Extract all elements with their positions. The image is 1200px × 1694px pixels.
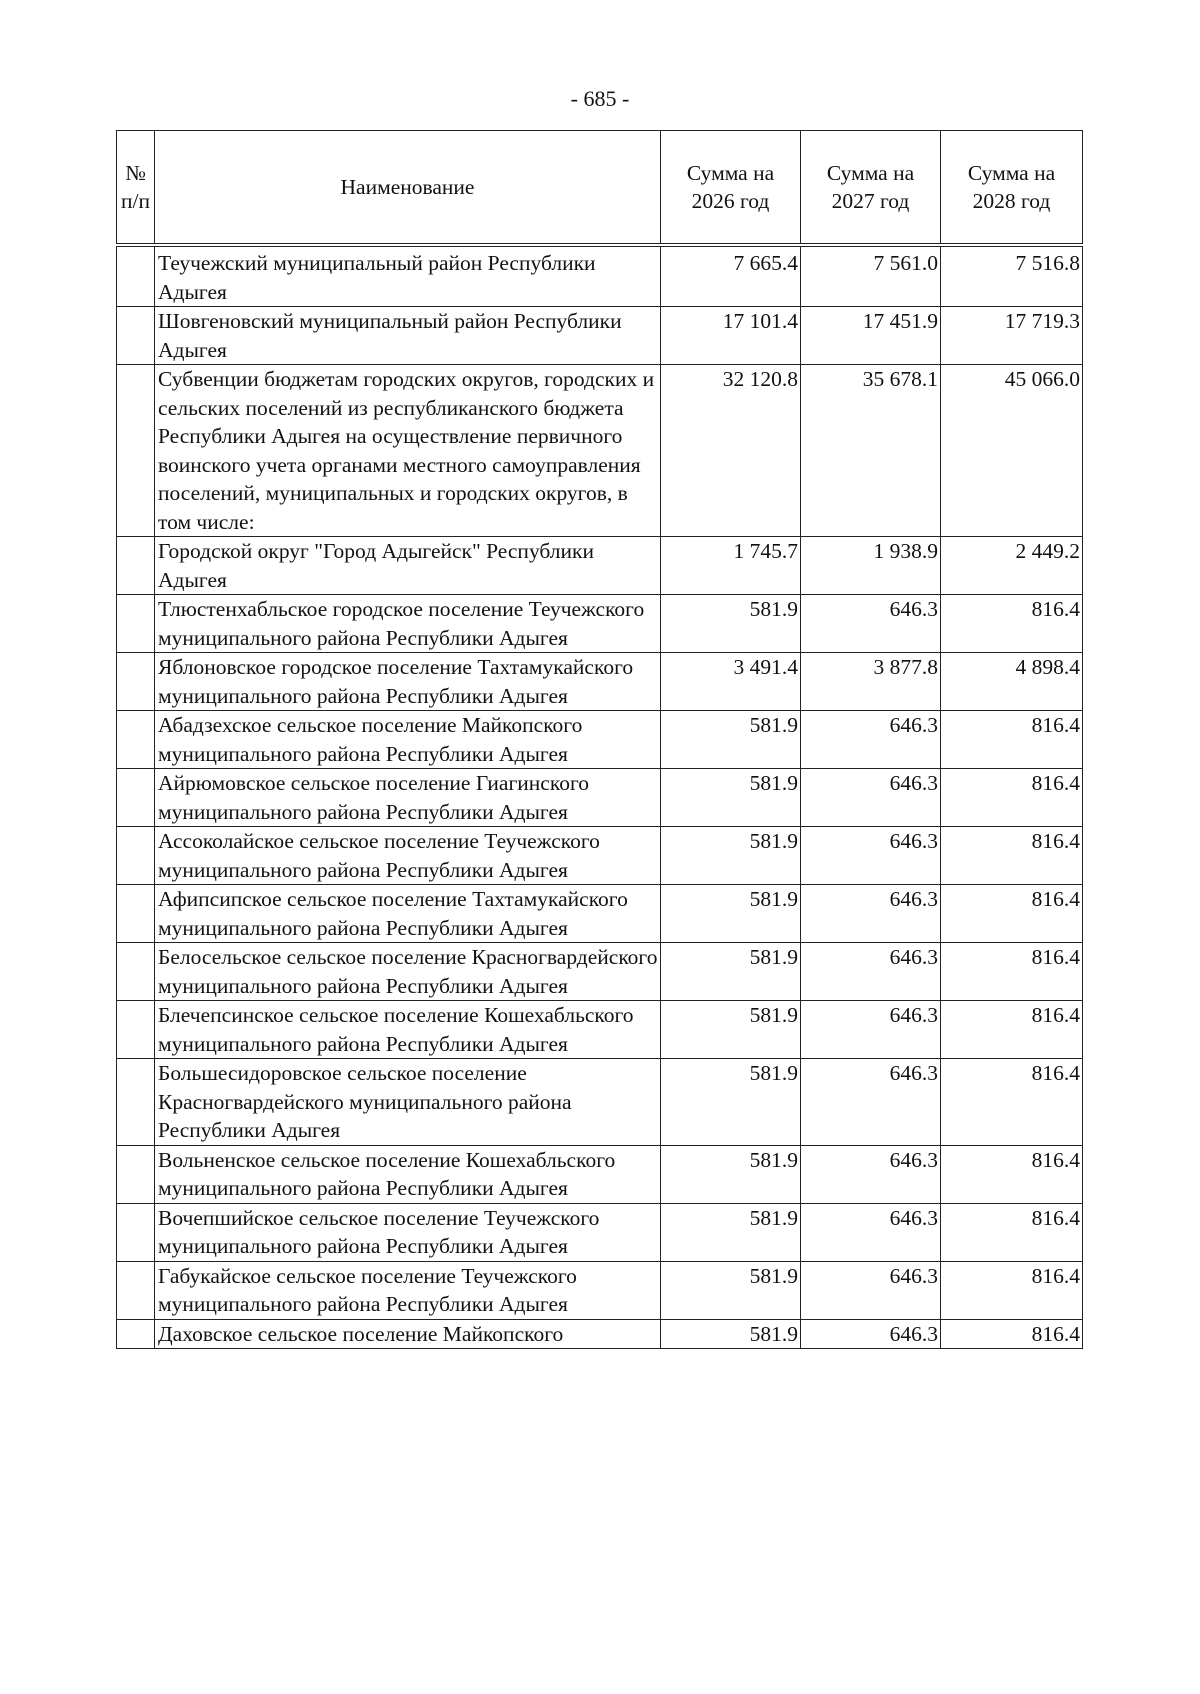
row-sum-2027: 35 678.1 bbox=[801, 365, 941, 537]
row-sum-2026: 581.9 bbox=[661, 1261, 801, 1319]
row-name: Абадзехское сельское поселение Майкопского муниципального района Республики Адыгея bbox=[155, 711, 661, 769]
row-sum-2028: 17 719.3 bbox=[941, 307, 1083, 365]
table-row bbox=[117, 1203, 1083, 1261]
table-row bbox=[117, 943, 1083, 1001]
row-number bbox=[117, 365, 155, 537]
table-row bbox=[117, 1261, 1083, 1319]
row-sum-2027: 646.3 bbox=[801, 769, 941, 827]
row-sum-2028: 816.4 bbox=[941, 769, 1083, 827]
row-sum-2027: 3 877.8 bbox=[801, 653, 941, 711]
row-sum-2027: 646.3 bbox=[801, 1319, 941, 1349]
row-name: Вольненское сельское поселение Кошехабльского муниципального района Республики Адыгея bbox=[155, 1145, 661, 1203]
row-name: Городской округ "Город Адыгейск" Республики Адыгея bbox=[155, 537, 661, 595]
row-sum-2026: 581.9 bbox=[661, 1059, 801, 1146]
header-sum-2027: Сумма на 2027 год bbox=[801, 131, 941, 246]
row-sum-2028: 7 516.8 bbox=[941, 245, 1083, 307]
row-sum-2028: 816.4 bbox=[941, 1203, 1083, 1261]
row-sum-2028: 816.4 bbox=[941, 595, 1083, 653]
row-number bbox=[117, 711, 155, 769]
row-name: Блечепсинское сельское поселение Кошехабльского муниципального района Республики Адыгея bbox=[155, 1001, 661, 1059]
table-header-row bbox=[117, 131, 1083, 246]
row-name: Яблоновское городское поселение Тахтамукайского муниципального района Республики Адыгея bbox=[155, 653, 661, 711]
header-sum-2028: Сумма на 2028 год bbox=[941, 131, 1083, 246]
row-sum-2028: 816.4 bbox=[941, 1059, 1083, 1146]
row-name: Тлюстенхабльское городское поселение Теучежского муниципального района Республики Адыгея bbox=[155, 595, 661, 653]
row-name: Даховское сельское поселение Майкопского bbox=[155, 1319, 661, 1349]
row-sum-2027: 646.3 bbox=[801, 827, 941, 885]
row-name: Афипсипское сельское поселение Тахтамукайского муниципального района Республики Адыгея bbox=[155, 885, 661, 943]
row-number bbox=[117, 1145, 155, 1203]
row-sum-2026: 7 665.4 bbox=[661, 245, 801, 307]
table-row bbox=[117, 1319, 1083, 1349]
row-sum-2026: 32 120.8 bbox=[661, 365, 801, 537]
row-sum-2028: 2 449.2 bbox=[941, 537, 1083, 595]
row-sum-2028: 816.4 bbox=[941, 711, 1083, 769]
row-name: Теучежский муниципальный район Республики Адыгея bbox=[155, 245, 661, 307]
row-sum-2026: 17 101.4 bbox=[661, 307, 801, 365]
row-name: Белосельское сельское поселение Красногвардейского муниципального района Республики Адыгея bbox=[155, 943, 661, 1001]
row-sum-2027: 646.3 bbox=[801, 711, 941, 769]
row-sum-2028: 816.4 bbox=[941, 827, 1083, 885]
table-row bbox=[117, 827, 1083, 885]
row-name: Айрюмовское сельское поселение Гиагинского муниципального района Республики Адыгея bbox=[155, 769, 661, 827]
row-sum-2026: 581.9 bbox=[661, 827, 801, 885]
row-number bbox=[117, 1059, 155, 1146]
row-number bbox=[117, 307, 155, 365]
row-sum-2028: 816.4 bbox=[941, 1145, 1083, 1203]
row-sum-2028: 816.4 bbox=[941, 885, 1083, 943]
header-name: Наименование bbox=[155, 131, 661, 246]
row-number bbox=[117, 245, 155, 307]
row-number bbox=[117, 1261, 155, 1319]
table-row bbox=[117, 885, 1083, 943]
row-sum-2026: 581.9 bbox=[661, 1319, 801, 1349]
table-row bbox=[117, 1001, 1083, 1059]
row-number bbox=[117, 595, 155, 653]
page-number: - 685 - bbox=[570, 86, 630, 111]
row-sum-2027: 646.3 bbox=[801, 1001, 941, 1059]
table-row bbox=[117, 1145, 1083, 1203]
row-sum-2028: 816.4 bbox=[941, 943, 1083, 1001]
row-name: Большесидоровское сельское поселение Красногвардейского муниципального района Республики Адыгея bbox=[155, 1059, 661, 1146]
row-sum-2028: 816.4 bbox=[941, 1001, 1083, 1059]
row-sum-2027: 646.3 bbox=[801, 943, 941, 1001]
row-sum-2026: 581.9 bbox=[661, 711, 801, 769]
row-sum-2026: 581.9 bbox=[661, 1203, 801, 1261]
row-sum-2026: 581.9 bbox=[661, 943, 801, 1001]
row-sum-2027: 7 561.0 bbox=[801, 245, 941, 307]
row-name: Вочепшийское сельское поселение Теучежского муниципального района Республики Адыгея bbox=[155, 1203, 661, 1261]
row-sum-2027: 646.3 bbox=[801, 1261, 941, 1319]
row-number bbox=[117, 769, 155, 827]
row-sum-2027: 646.3 bbox=[801, 1059, 941, 1146]
subvention-table bbox=[116, 130, 1083, 1349]
row-number bbox=[117, 1319, 155, 1349]
row-number bbox=[117, 1001, 155, 1059]
header-sum-2026: Сумма на 2026 год bbox=[661, 131, 801, 246]
row-sum-2026: 581.9 bbox=[661, 1145, 801, 1203]
table-row bbox=[117, 653, 1083, 711]
row-number bbox=[117, 827, 155, 885]
row-sum-2028: 816.4 bbox=[941, 1319, 1083, 1349]
row-name: Шовгеновский муниципальный район Республики Адыгея bbox=[155, 307, 661, 365]
row-sum-2027: 646.3 bbox=[801, 1203, 941, 1261]
row-number bbox=[117, 1203, 155, 1261]
row-sum-2027: 646.3 bbox=[801, 885, 941, 943]
row-sum-2027: 646.3 bbox=[801, 595, 941, 653]
row-sum-2026: 581.9 bbox=[661, 1001, 801, 1059]
row-name: Ассоколайское сельское поселение Теучежского муниципального района Республики Адыгея bbox=[155, 827, 661, 885]
row-sum-2027: 1 938.9 bbox=[801, 537, 941, 595]
row-sum-2028: 4 898.4 bbox=[941, 653, 1083, 711]
table-row bbox=[117, 537, 1083, 595]
row-name: Субвенции бюджетам городских округов, городских и сельских поселений из республиканского бюджета Республики Адыгея на осуществление первичного воинского учета органами местного самоуправления поселений, муниципальных и городских округов, в том числе: bbox=[155, 365, 661, 537]
row-number bbox=[117, 943, 155, 1001]
header-number: № п/п bbox=[117, 131, 155, 246]
row-name: Габукайское сельское поселение Теучежского муниципального района Республики Адыгея bbox=[155, 1261, 661, 1319]
row-sum-2026: 581.9 bbox=[661, 885, 801, 943]
table-row bbox=[117, 769, 1083, 827]
table-row bbox=[117, 711, 1083, 769]
row-number bbox=[117, 537, 155, 595]
table-row bbox=[117, 365, 1083, 537]
row-sum-2026: 581.9 bbox=[661, 595, 801, 653]
row-number bbox=[117, 653, 155, 711]
row-sum-2026: 3 491.4 bbox=[661, 653, 801, 711]
row-sum-2028: 816.4 bbox=[941, 1261, 1083, 1319]
table-row bbox=[117, 307, 1083, 365]
row-number bbox=[117, 885, 155, 943]
row-sum-2026: 581.9 bbox=[661, 769, 801, 827]
row-sum-2027: 17 451.9 bbox=[801, 307, 941, 365]
table-row bbox=[117, 245, 1083, 307]
row-sum-2026: 1 745.7 bbox=[661, 537, 801, 595]
row-sum-2028: 45 066.0 bbox=[941, 365, 1083, 537]
row-sum-2027: 646.3 bbox=[801, 1145, 941, 1203]
table-row bbox=[117, 1059, 1083, 1146]
table-row bbox=[117, 595, 1083, 653]
